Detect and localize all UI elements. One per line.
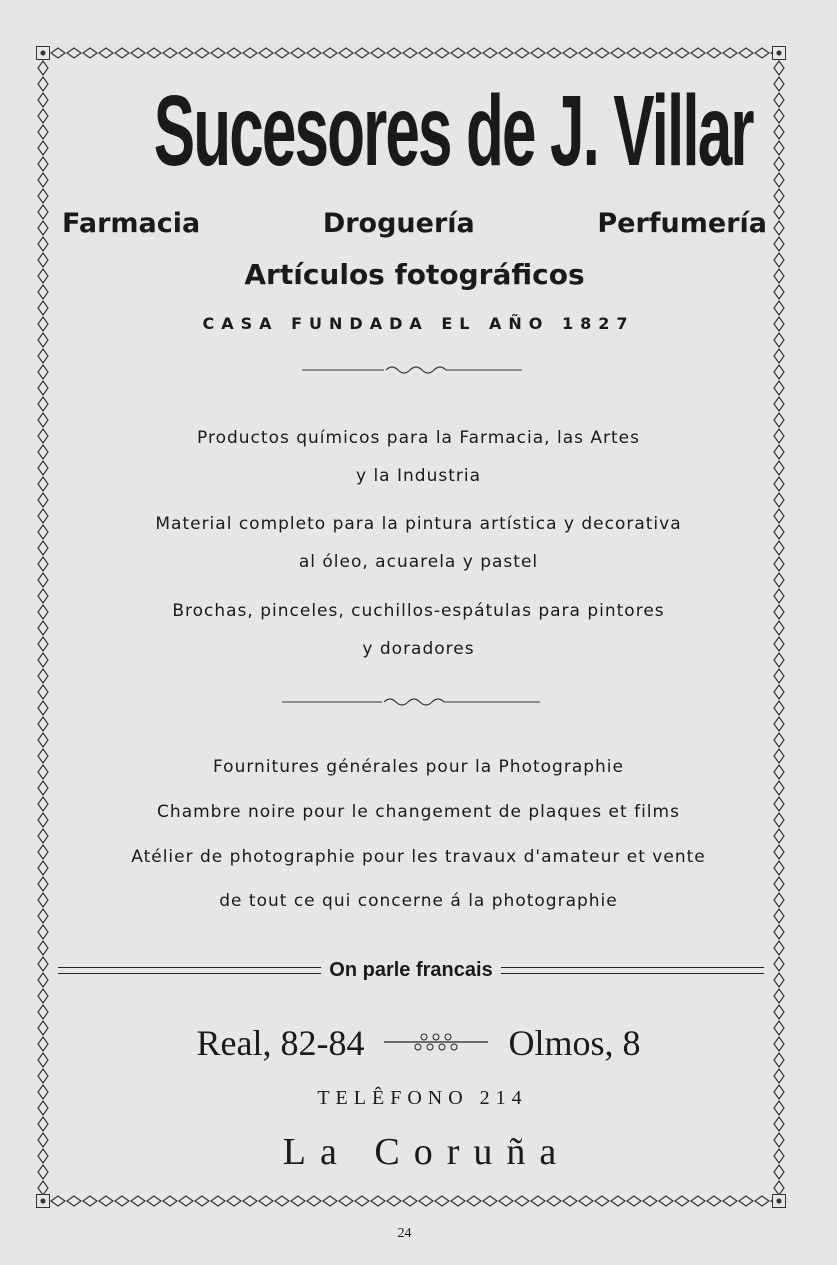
language-banner <box>58 956 764 984</box>
double-rule <box>501 967 764 974</box>
product-line: Productos químicos para la Farmacia, las Artes <box>197 428 640 448</box>
department-drugstore: Droguería <box>322 208 475 239</box>
double-rule <box>58 967 321 974</box>
telephone: TELÊFONO 214 <box>317 1087 528 1109</box>
product-line: Brochas, pinceles, cuchillos-espátulas para pintores <box>172 601 665 621</box>
flourish-divider-icon <box>302 364 522 376</box>
page-title: Sucesores de J. Villar <box>153 75 753 187</box>
product-line: Material completo para la pintura artística y decorativa <box>155 514 682 534</box>
language-note: On parle francais <box>329 958 493 981</box>
product-line: y la Industria <box>355 466 481 486</box>
flourish-divider-icon <box>282 696 540 708</box>
departments-row <box>62 208 767 239</box>
photo-line: Fournitures générales pour la Photographie <box>213 757 624 777</box>
address-left: Real, 82-84 <box>196 1023 365 1063</box>
address-row <box>0 1022 837 1064</box>
city: La Coruña <box>282 1131 571 1173</box>
photo-line: de tout ce qui concerne á la photographie <box>219 891 618 911</box>
department-perfumery: Perfumería <box>597 208 767 239</box>
photo-line: Atélier de photographie pour les travaux d'amateur et vente <box>131 847 706 867</box>
floral-separator-icon <box>384 1022 488 1064</box>
product-line: al óleo, acuarela y pastel <box>298 552 539 572</box>
page-number: 24 <box>397 1226 412 1241</box>
address-right: Olmos, 8 <box>508 1023 641 1063</box>
photo-line: Chambre noire pour le changement de plaques et films <box>157 802 680 822</box>
department-pharmacy: Farmacia <box>62 208 201 239</box>
founded-line: CASA FUNDADA EL AÑO 1827 <box>202 314 635 333</box>
product-line: y doradores <box>362 639 475 659</box>
subtitle: Artículos fotográficos <box>244 258 585 291</box>
